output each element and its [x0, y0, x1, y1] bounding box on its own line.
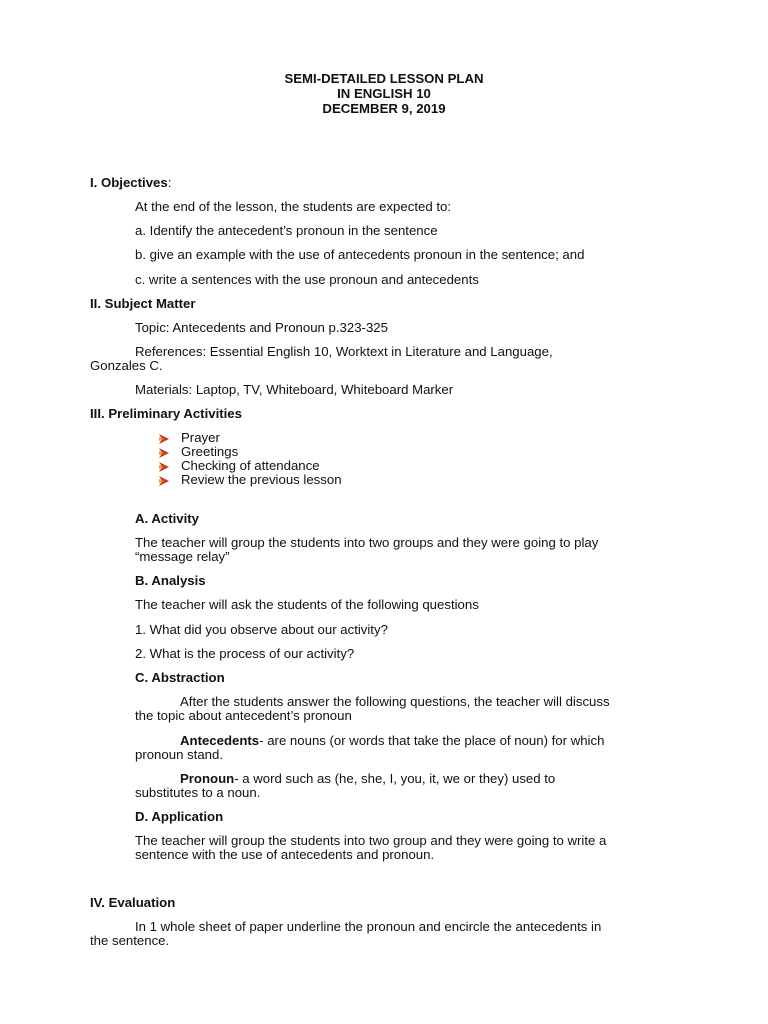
pronoun-term: Pronoun: [180, 771, 235, 786]
list-item-label: Review the previous lesson: [181, 472, 342, 487]
analysis-heading: B. Analysis: [135, 573, 206, 588]
application-line-1: The teacher will group the students into two group and they were going to write a: [135, 833, 607, 848]
activity-heading: A. Activity: [135, 511, 199, 526]
objectives-heading-row: [90, 176, 171, 190]
abstraction-para-line-2: the topic about antecedent’s pronoun: [135, 708, 352, 723]
title-line-3: DECEMBER 9, 2019: [322, 101, 446, 116]
antecedents-definition-line-1: [180, 734, 604, 748]
arrow-bullet-icon: [158, 461, 170, 473]
evaluation-line-1: In 1 whole sheet of paper underline the pronoun and encircle the antecedents in: [135, 919, 602, 934]
title-line-2: IN ENGLISH 10: [337, 86, 431, 101]
activity-line-2: “message relay”: [135, 549, 230, 564]
evaluation-line-2: the sentence.: [90, 933, 170, 948]
arrow-bullet-icon: [158, 475, 170, 487]
application-heading: D. Application: [135, 809, 224, 824]
objectives-heading: I. Objectives: [90, 175, 168, 190]
analysis-intro: The teacher will ask the students of the following questions: [135, 597, 479, 612]
activity-line-1: The teacher will group the students into two groups and they were going to play: [135, 535, 599, 550]
antecedents-definition-text: - are nouns (or words that take the place of noun) for which: [259, 733, 605, 748]
antecedents-definition-line-2: pronoun stand.: [135, 747, 223, 762]
list-item-label: Checking of attendance: [181, 458, 320, 473]
subject-references-line-1: References: Essential English 10, Worktext in Literature and Language,: [135, 344, 553, 359]
list-item-label: Prayer: [181, 430, 220, 445]
list-item: [158, 473, 342, 487]
list-item-label: Greetings: [181, 444, 239, 459]
pronoun-definition-text: - a word such as (he, she, I, you, it, we or they) used to: [234, 771, 556, 786]
subject-materials: Materials: Laptop, TV, Whiteboard, Whiteboard Marker: [135, 382, 454, 397]
preliminary-activities-list: [158, 431, 342, 487]
arrow-bullet-icon: [158, 433, 170, 445]
list-item: [158, 445, 342, 459]
evaluation-heading: IV. Evaluation: [90, 895, 176, 910]
objectives-heading-colon: :: [167, 175, 172, 190]
list-item: [158, 431, 342, 445]
objectives-intro: At the end of the lesson, the students are expected to:: [135, 199, 451, 214]
objective-c: c. write a sentences with the use pronoun and antecedents: [135, 272, 479, 287]
abstraction-para-line-1: After the students answer the following questions, the teacher will discuss: [180, 694, 610, 709]
list-item: [158, 459, 342, 473]
antecedents-term: Antecedents: [180, 733, 260, 748]
pronoun-definition-line-1: [180, 772, 555, 786]
objective-b: b. give an example with the use of antecedents pronoun in the sentence; and: [135, 247, 585, 262]
application-line-2: sentence with the use of antecedents and pronoun.: [135, 847, 435, 862]
subject-matter-heading: II. Subject Matter: [90, 296, 196, 311]
preliminary-heading: III. Preliminary Activities: [90, 406, 242, 421]
analysis-question-1: 1. What did you observe about our activity?: [135, 622, 388, 637]
subject-references-line-2: Gonzales C.: [90, 358, 163, 373]
objective-a: a. Identify the antecedent’s pronoun in the sentence: [135, 223, 438, 238]
abstraction-heading: C. Abstraction: [135, 670, 225, 685]
title-line-1: SEMI-DETAILED LESSON PLAN: [284, 71, 484, 86]
document-title: [0, 71, 768, 116]
analysis-question-2: 2. What is the process of our activity?: [135, 646, 355, 661]
arrow-bullet-icon: [158, 447, 170, 459]
pronoun-definition-line-2: substitutes to a noun.: [135, 785, 261, 800]
subject-topic: Topic: Antecedents and Pronoun p.323-325: [135, 320, 388, 335]
